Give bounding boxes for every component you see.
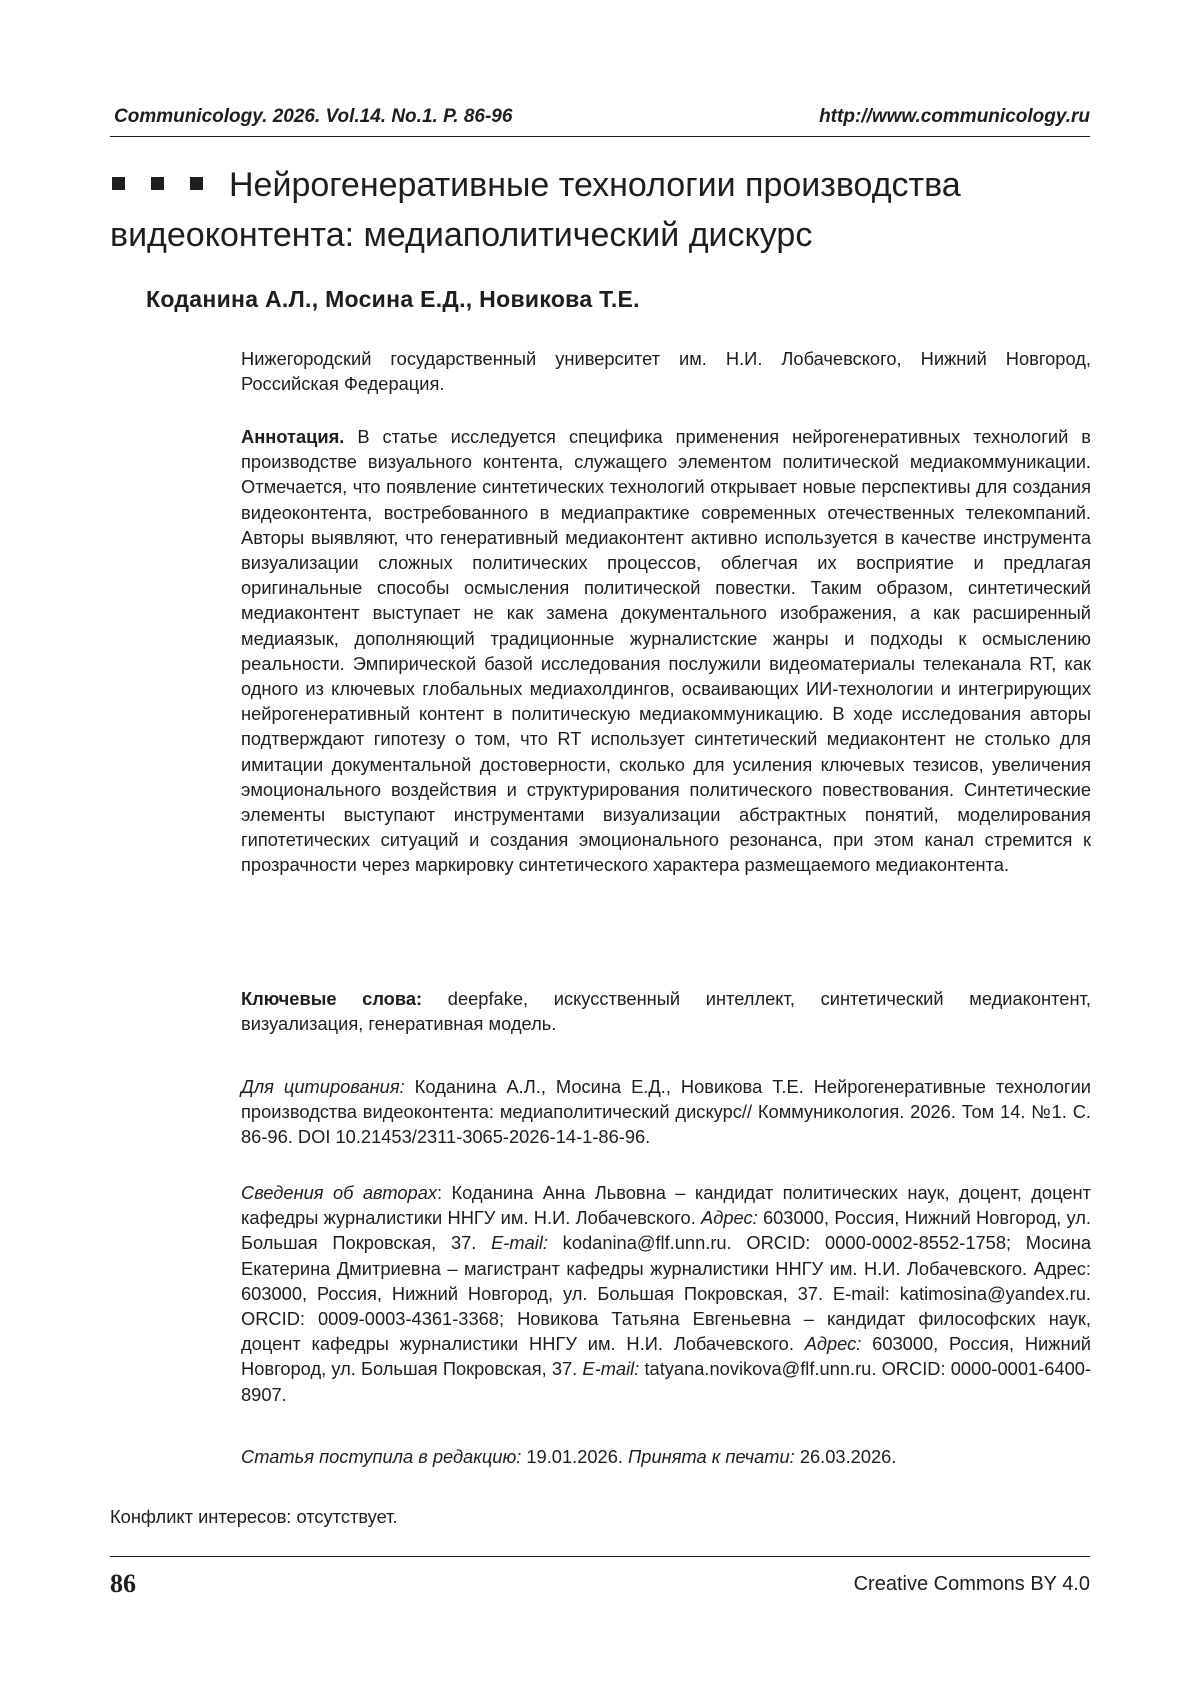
email-label: E-mail: — [582, 1358, 640, 1380]
keywords — [241, 986, 1091, 1036]
authors-info-text: 603000, Россия, Нижний Новгород, ул. Большая Покровская, 37. — [241, 1207, 1091, 1254]
abstract-label: Аннотация. — [241, 426, 345, 447]
citation-label: Для цитирования: — [241, 1076, 405, 1097]
authors-info-text: 603000, Россия, Нижний Новгород, ул. Большая Покровская, 37. — [241, 1333, 1091, 1380]
accepted-label: Принята к печати: — [628, 1446, 795, 1467]
authors-info-label: Сведения об авторах — [241, 1182, 438, 1203]
article-authors: Коданина А.Л., Мосина Е.Д., Новикова Т.Е. — [146, 286, 640, 312]
abstract — [241, 424, 1091, 878]
square-bullet-icon — [112, 177, 125, 190]
journal-reference: Communicology. 2026. Vol.14. No.1. P. 86-96 — [114, 106, 513, 127]
received-date: 19.01.2026. — [521, 1446, 629, 1467]
license-text: Creative Commons BY 4.0 — [853, 1573, 1090, 1595]
page-footer — [110, 1556, 1090, 1607]
article-title-block — [110, 160, 1110, 260]
running-header — [110, 104, 1090, 137]
square-bullet-icon — [151, 177, 164, 190]
affiliation — [241, 346, 1091, 396]
abstract-text: В статье исследуется специфика применения нейрогенеративных технологий в производстве визуального контента, служащего элементом политической медиакоммуникации. Отмечается, что появление синтетических технологий открывает новые перспективы для создания видеоконтента, востребованного в медиапрактике современных отечественных телекомпаний. Авторы выявляют, что генеративный медиаконтент активно используется в качестве инструмента визуализации сложных политических процессов, облегчая их восприятие и предлагая оригинальные способы осмысления политической повестки. Таким образом, синтетический медиаконтент выступает не как замена документального изображения, а как расширенный медиаязык, дополняющий традиционные журналистские жанры и подходы к осмыслению реальности. Эмпирической базой исследования послужили видеоматериалы телеканала RT, как одного из ключевых глобальных медиахолдингов, осваивающих ИИ-технологии и интегрирующих нейрогенеративный контент в политическую медиакоммуникацию. В ходе исследования авторы подтверждают гипотезу о том, что RT использует синтетический медиаконтент не столько для имитации документальной достоверности, сколько для усиления ключевых тезисов, увеличения эмоционального воздействия и структурирования политического повествования. Синтетические элементы выступают инструментами визуализации абстрактных понятий, моделирования гипотетических ситуаций и создания эмоционального резонанса, при этом канал стремится к прозрачности через маркировку синтетического характера размещаемого медиаконтента. — [241, 426, 1091, 876]
square-bullet-icon — [190, 177, 203, 190]
journal-url[interactable]: http://www.communicology.ru — [819, 106, 1090, 127]
authors-info-text: tatyana.novikova@flf.unn.ru. ORCID: 0000-0001-6400-8907. — [241, 1358, 1091, 1405]
keywords-text: deepfake, искусственный интеллект, синтетический медиаконтент, визуализация, генеративная модель. — [241, 988, 1091, 1035]
keywords-label: Ключевые слова: — [241, 988, 423, 1009]
citation — [241, 1074, 1091, 1150]
email-label: E-mail: — [491, 1232, 548, 1254]
authors-info-text: : Коданина Анна Львовна – кандидат политических наук, доцент, доцент кафедры журналистики ННГУ им. Н.И. Лобачевского. — [241, 1182, 1091, 1229]
article-title: Нейрогенеративные технологии производства видеоконтента: медиаполитический дискурс — [110, 166, 961, 254]
authors-info — [241, 1180, 1091, 1407]
article-dates — [241, 1444, 1091, 1469]
affiliation-text: Нижегородский государственный университет им. Н.И. Лобачевского, Нижний Новгород, Российская Федерация. — [241, 348, 1091, 395]
accepted-date: 26.03.2026. — [794, 1446, 897, 1467]
citation-text: Коданина А.Л., Мосина Е.Д., Новикова Т.Е. Нейрогенеративные технологии производства видеоконтента: медиаполитический дискурс// Коммуникология. 2026. Том 14. №1. С. 86-96. DOI 10.21453/2311-3065-2026-14-1-86-96. — [241, 1076, 1091, 1148]
address-label: Адрес: — [701, 1207, 758, 1229]
conflict-of-interest: Конфликт интересов: отсутствует. — [110, 1506, 398, 1527]
authors-info-text: kodanina@flf.unn.ru. ORCID: 0000-0002-8552-1758; Мосина Екатерина Дмитриевна – магистрант кафедры журналистики ННГУ им. Н.И. Лобачевского. Адрес: 603000, Россия, Нижний Новгород, ул. Большая Покровская, 37. E-mail: katimosina@yandex.ru. ORCID: 0009-0003-4361-3368; Новикова Татьяна Евгеньевна – кандидат философских наук, доцент кафедры журналистики ННГУ им. Н.И. Лобачевского. — [241, 1232, 1092, 1355]
address-label: Адрес: — [804, 1333, 862, 1355]
page-number: 86 — [110, 1569, 136, 1598]
received-label: Статья поступила в редакцию: — [241, 1446, 522, 1467]
